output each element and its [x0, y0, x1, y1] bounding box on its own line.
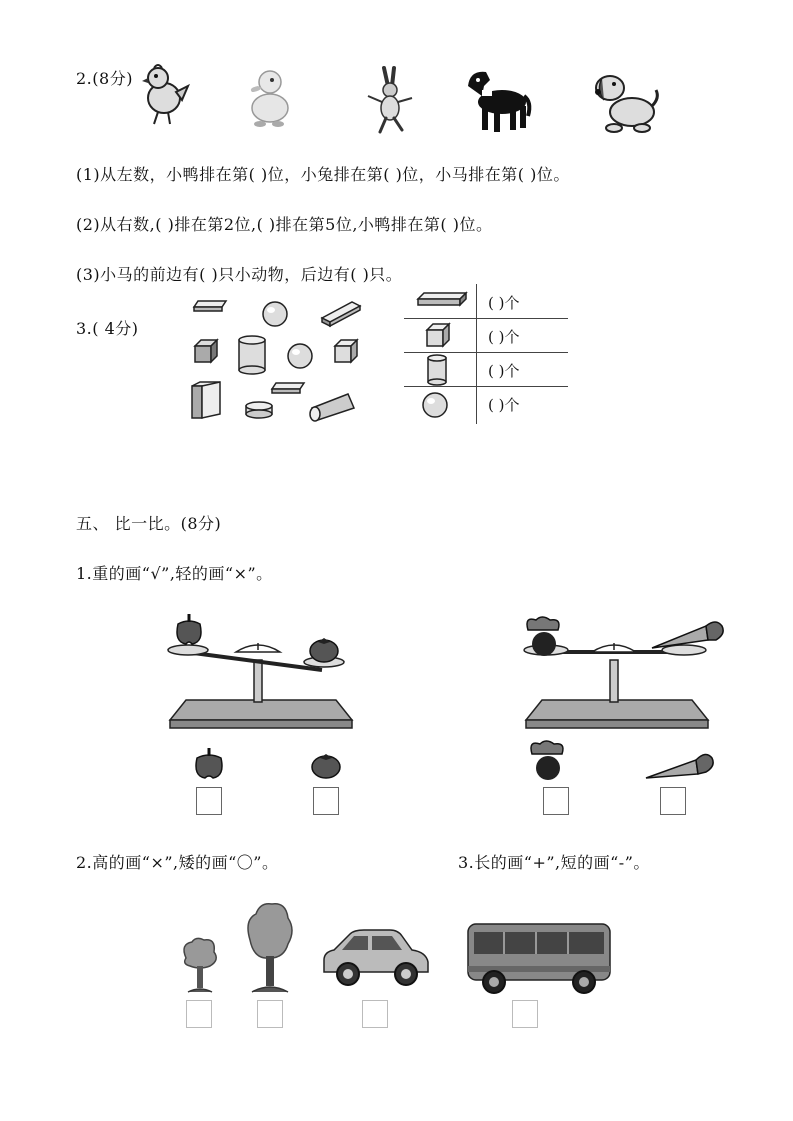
- horse-icon: [462, 66, 532, 136]
- answer-box-tall-tree[interactable]: [257, 1000, 283, 1028]
- answer-box-radish[interactable]: [543, 787, 569, 815]
- cube-icon: [193, 338, 219, 364]
- bell-pepper-icon: [191, 746, 227, 780]
- tall-tree-icon: [244, 900, 296, 996]
- sphere-icon: [286, 342, 314, 370]
- bell-pepper-icon: [172, 612, 206, 646]
- lying-cylinder-icon: [306, 390, 358, 422]
- tomato-icon: [310, 750, 342, 780]
- tomato-icon: [308, 634, 340, 664]
- radish-icon: [522, 614, 566, 660]
- sphere-icon: [261, 300, 289, 328]
- dog-icon: [594, 66, 662, 136]
- section5-q3: 3.长的画“+”,短的画“-”。: [458, 853, 650, 872]
- flat-cuboid-icon: [270, 381, 306, 395]
- duckling-icon: [244, 66, 292, 128]
- answer-box-short-tree[interactable]: [186, 1000, 212, 1028]
- section5-title: 五、 比一比。(8分): [76, 514, 222, 533]
- chick-icon: [140, 62, 192, 128]
- table-answer-cuboid: ( )个: [488, 294, 520, 312]
- long-cuboid-icon: [320, 300, 362, 328]
- carrot-icon: [650, 618, 726, 654]
- cube-icon: [333, 338, 359, 364]
- sphere-icon: [421, 391, 449, 419]
- radish-icon: [526, 738, 570, 784]
- q2-line-1: (1)从左数，小鸭排在第( )位，小兔排在第( )位，小马排在第( )位。: [76, 165, 570, 184]
- carrot-icon: [644, 750, 716, 782]
- answer-box-pepper[interactable]: [196, 787, 222, 815]
- cube-icon: [425, 322, 451, 348]
- bus-icon: [464, 920, 614, 1000]
- q3-label: 3.( 4分): [76, 319, 139, 338]
- q2-label: 2.(8分): [76, 69, 133, 88]
- table-answer-cylinder: ( )个: [488, 362, 520, 380]
- q2-line-3: (3)小马的前边有( )只小动物，后边有( )只。: [76, 265, 403, 284]
- cylinder-icon: [236, 334, 268, 376]
- answer-box-carrot[interactable]: [660, 787, 686, 815]
- answer-box-tomato[interactable]: [313, 787, 339, 815]
- answer-box-bus[interactable]: [512, 1000, 538, 1028]
- short-tree-icon: [180, 936, 220, 996]
- table-answer-sphere: ( )个: [488, 396, 520, 414]
- rabbit-icon: [364, 64, 416, 134]
- tall-cuboid-icon: [190, 380, 224, 420]
- flat-cuboid-icon: [192, 299, 228, 313]
- table-answer-cube: ( )个: [488, 328, 520, 346]
- cuboid-icon: [416, 291, 468, 307]
- section5-q2: 2.高的画“×”,矮的画“〇”。: [76, 853, 279, 872]
- answer-box-car[interactable]: [362, 1000, 388, 1028]
- short-cylinder-icon: [244, 401, 274, 419]
- q2-line-2: (2)从右数,( )排在第2位,( )排在第5位,小鸭排在第( )位。: [76, 215, 493, 234]
- section5-q1: 1.重的画“√”,轻的画“×”。: [76, 564, 273, 583]
- cylinder-icon: [426, 354, 448, 386]
- car-icon: [320, 926, 432, 992]
